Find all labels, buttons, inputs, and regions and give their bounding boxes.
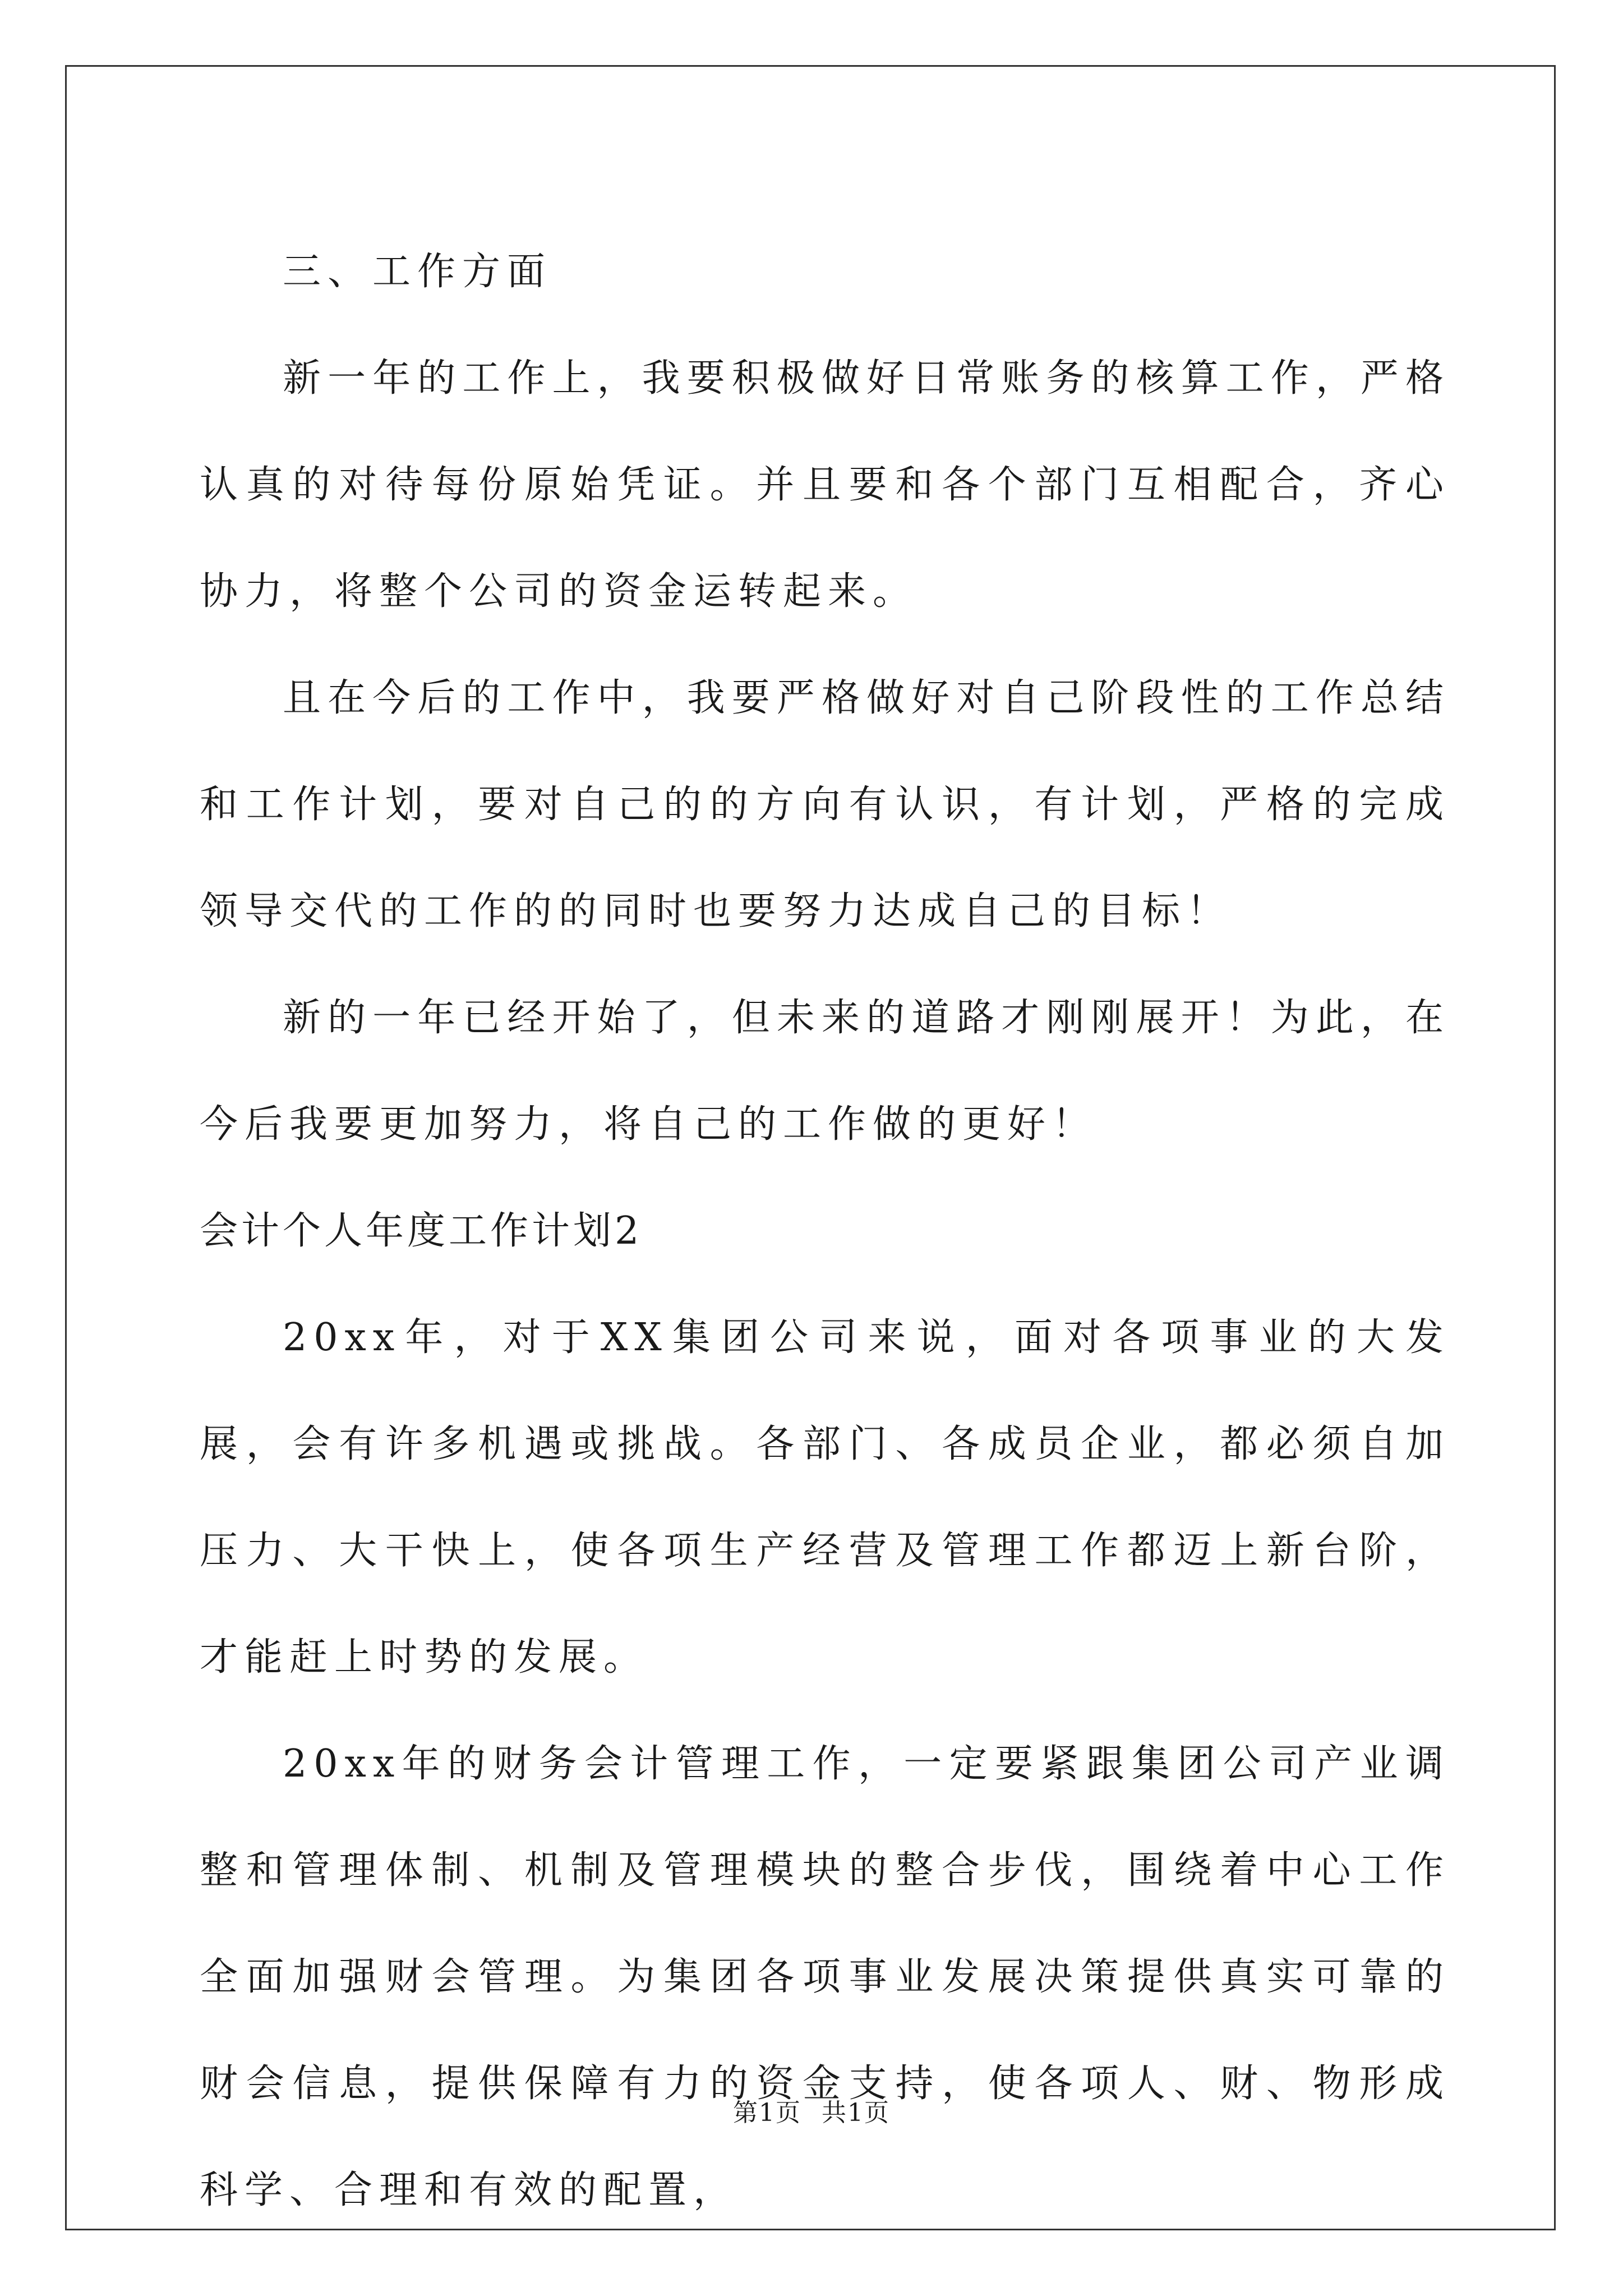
section-heading: 三、工作方面 [283, 250, 552, 294]
document-body [200, 219, 1450, 2244]
page-number: 第1页 [733, 2099, 801, 2127]
paragraph-4: 20xx年，对于XX集团公司来说，面对各项事业的大发展，会有许多机遇或挑战。各部门、各成员企业，都必须自加压力、大干快上，使各项生产经营及管理工作都迈上新台阶，才能赶上时势的发展。 [200, 1315, 1450, 1680]
paragraph-2: 且在今后的工作中，我要严格做好对自己阶段性的工作总结和工作计划，要对自己的的方向有认识，有计划，严格的完成领导交代的工作的的同时也要努力达成自己的目标！ [200, 676, 1450, 933]
page-total: 共1页 [822, 2099, 890, 2127]
document-title: 会计个人年度工作计划2 [200, 1209, 643, 1253]
paragraph-1: 新一年的工作上，我要积极做好日常账务的核算工作，严格认真的对待每份原始凭证。并且要和各个部门互相配合，齐心协力，将整个公司的资金运转起来。 [200, 356, 1450, 614]
page-footer [0, 2092, 1623, 2128]
paragraph-3: 新的一年已经开始了，但未来的道路才刚刚展开！为此，在今后我要更加努力，将自己的工作做的更好！ [200, 996, 1450, 1147]
paragraph-5: 20xx年的财务会计管理工作，一定要紧跟集团公司产业调整和管理体制、机制及管理模块的整合步伐，围绕着中心工作全面加强财会管理。为集团各项事业发展决策提供真实可靠的财会信息，提供保障有力的资金支持，使各项人、财、物形成科学、合理和有效的配置， [200, 1742, 1450, 2212]
